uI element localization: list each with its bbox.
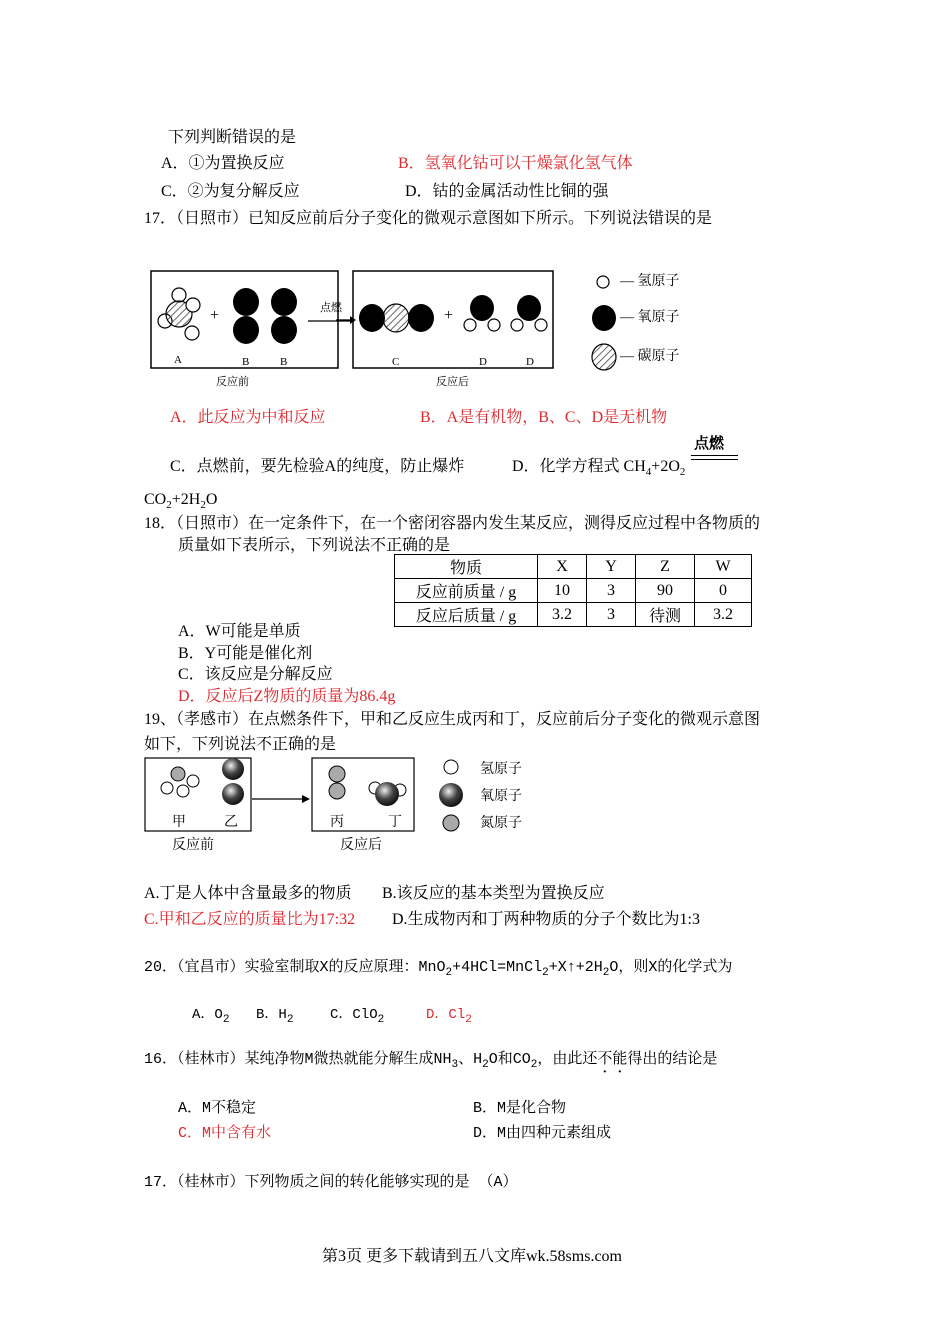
hydrogen-atom-icon	[597, 276, 609, 288]
table-cell: 3	[587, 603, 636, 627]
q17a-legend-carbon: — 碳原子	[620, 349, 680, 364]
q19-stem-1: 19、（孝感市）在点燃条件下，甲和乙反应生成丙和丁，反应前后分子变化的微观示意图	[144, 711, 761, 728]
q19-before-label: 反应前	[172, 838, 214, 853]
q18-option-a: A．W可能是单质	[178, 623, 301, 640]
q19-legend-hydrogen: 氢原子	[480, 762, 522, 777]
q17a-label-b1: B	[242, 356, 250, 368]
table-cell: Y	[587, 555, 636, 579]
q16b-stem: 16．（桂林市）某纯净物M微热就能分解生成$NH_3$、$H_2O$和$CO_2$，由此还不能得出的结论是	[144, 1051, 718, 1071]
q18-option-d: D．反应后Z物质的质量为86.4g	[178, 688, 396, 705]
table-cell: 90	[636, 579, 695, 603]
q17a-option-d-cont: $CO_2+2H_2O$	[144, 491, 218, 512]
q17a-option-d: D．化学方程式 $CH_4+2O_2$	[512, 458, 686, 479]
nitrogen-atom-icon	[443, 815, 459, 831]
q20-option-c: C．ClO$_2$	[330, 1007, 385, 1026]
table-row	[395, 603, 752, 627]
equation-equals-sign	[691, 455, 738, 460]
q17a-label-d1: D	[479, 356, 487, 368]
q17a-label-a: A	[174, 354, 182, 366]
table-cell: 3	[587, 579, 636, 603]
hydrogen-atom-icon	[444, 760, 458, 774]
q20-stem: 20．（宜昌市）实验室制取X的反应原理：$MnO_2+4HCl=MnCl_2+X↑+2H_2O$，则X的化学式为	[144, 959, 733, 979]
q17a-label-c: C	[392, 356, 400, 368]
q19-label-yi: 乙	[224, 815, 238, 830]
q17a-stem: 17．（日照市）已知反应前后分子变化的微观示意图如下所示。下列说法错误的是	[144, 210, 713, 227]
q19-option-c: C.甲和乙反应的质量比为17:32	[144, 911, 356, 928]
q19-after-label: 反应后	[340, 838, 382, 853]
table-cell: 10	[538, 579, 587, 603]
table-cell: 反应前质量 / g	[395, 579, 538, 603]
table-cell: 3.2	[695, 603, 752, 627]
q18-option-b: B．Y可能是催化剂	[178, 645, 313, 662]
table-cell: 反应后质量 / g	[395, 603, 538, 627]
table-cell: X	[538, 555, 587, 579]
q20-option-b: B．$H_2$	[256, 1007, 294, 1026]
q16a-option-a: A．①为置换反应	[161, 155, 285, 172]
q17a-condition-label: 点燃	[320, 302, 342, 314]
q16a-stem: 下列判断错误的是	[168, 129, 297, 146]
q17a-plus-left: +	[210, 307, 220, 324]
q19-label-jia: 甲	[172, 815, 186, 830]
q16b-option-d: D．M由四种元素组成	[473, 1125, 612, 1142]
q18-stem-2: 质量如下表所示，下列说法不正确的是	[178, 537, 451, 554]
q17a-equation-condition: 点燃	[694, 436, 725, 452]
q17a-before-label: 反应前	[216, 376, 249, 388]
q20-option-a: A．$O_2$	[192, 1007, 230, 1026]
q19-option-d: D.生成物丙和丁两种物质的分子个数比为1:3	[392, 911, 701, 928]
q16a-option-d: D．钴的金属活动性比铜的强	[405, 183, 609, 200]
q17a-label-d2: D	[526, 356, 534, 368]
q19-option-b: B.该反应的基本类型为置换反应	[382, 885, 605, 902]
q16b-option-c: C．M中含有水	[178, 1125, 272, 1142]
q16b-option-a: A．M不稳定	[178, 1100, 257, 1117]
q17a-option-a: A．此反应为中和反应	[170, 409, 326, 426]
q17a-after-label: 反应后	[436, 376, 469, 388]
q19-label-ding: 丁	[388, 815, 402, 830]
q17a-label-b2: B	[280, 356, 288, 368]
q17b-stem: 17．（桂林市）下列物质之间的转化能够实现的是 （A）	[144, 1174, 518, 1191]
q17a-plus-right: +	[444, 307, 454, 324]
q16a-option-c: C．②为复分解反应	[161, 183, 300, 200]
q19-legend-oxygen: 氧原子	[480, 789, 522, 804]
q19-legend-nitrogen: 氮原子	[480, 816, 522, 831]
q18-option-c: C．该反应是分解反应	[178, 666, 333, 683]
q16b-option-b: B．M是化合物	[473, 1100, 567, 1117]
table-row	[395, 579, 752, 603]
q20-option-d: D．$Cl_2$	[426, 1007, 472, 1026]
q19-option-a: A.丁是人体中含量最多的物质	[144, 885, 352, 902]
table-cell: W	[695, 555, 752, 579]
table-cell: 3.2	[538, 603, 587, 627]
table-cell: 待测	[636, 603, 695, 627]
oxygen-atom-icon	[439, 783, 463, 807]
q19-label-bing: 丙	[330, 815, 344, 830]
page-footer: 第3页 更多下载请到五八文库wk.58sms.com	[322, 1248, 623, 1265]
q17a-option-b: B．A是有机物，B、C、D是无机物	[420, 409, 668, 426]
table-cell: Z	[636, 555, 695, 579]
table-cell: 0	[695, 579, 752, 603]
q17a-legend-oxygen: — 氧原子	[620, 310, 680, 325]
table-cell: 物质	[395, 555, 538, 579]
oxygen-atom-icon	[592, 305, 616, 331]
q19-stem-2: 如下，下列说法不正确的是	[144, 736, 337, 753]
table-row	[395, 555, 752, 579]
q18-stem-1: 18．（日照市）在一定条件下，在一个密闭容器内发生某反应，测得反应过程中各物质的	[144, 515, 761, 532]
q17a-legend-hydrogen: — 氢原子	[620, 274, 680, 289]
q18-mass-table	[394, 554, 752, 627]
q17a-option-c: C．点燃前，要先检验A的纯度，防止爆炸	[170, 458, 465, 475]
q16a-option-b: B．氢氧化钴可以干燥氯化氢气体	[398, 155, 633, 172]
